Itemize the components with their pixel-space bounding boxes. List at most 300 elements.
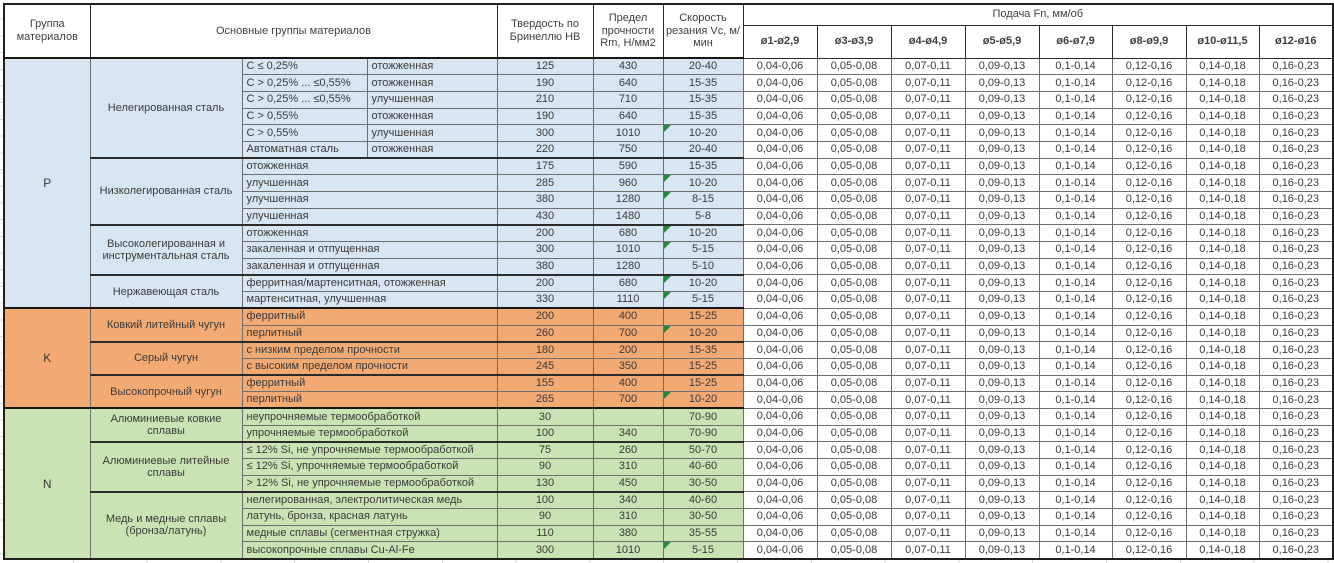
feed-value: 0,1-0,14 bbox=[1039, 58, 1112, 75]
feed-value: 0,16-0,23 bbox=[1259, 358, 1333, 375]
hardness-hb-value: 245 bbox=[497, 358, 593, 375]
material-subtype: Автоматная сталь bbox=[242, 141, 367, 158]
feed-value: 0,14-0,18 bbox=[1186, 58, 1259, 75]
feed-value: 0,12-0,16 bbox=[1112, 192, 1186, 209]
feed-value: 0,14-0,18 bbox=[1186, 392, 1259, 409]
feed-value: 0,07-0,11 bbox=[891, 58, 965, 75]
hardness-hb-value: 300 bbox=[497, 542, 593, 559]
feed-value: 0,14-0,18 bbox=[1186, 125, 1259, 142]
material-condition: высокопрочные сплавы Cu-Al-Fe bbox=[242, 542, 497, 559]
feed-value: 0,12-0,16 bbox=[1112, 342, 1186, 359]
feed-value: 0,09-0,13 bbox=[965, 342, 1039, 359]
feed-value: 0,16-0,23 bbox=[1259, 459, 1333, 476]
feed-value: 0,09-0,13 bbox=[965, 141, 1039, 158]
cutting-speed-vc-value: 15-25 bbox=[663, 308, 743, 325]
feed-value: 0,04-0,06 bbox=[743, 258, 817, 275]
feed-value: 0,09-0,13 bbox=[965, 258, 1039, 275]
feed-value: 0,1-0,14 bbox=[1039, 492, 1112, 509]
table-row bbox=[4, 158, 1333, 175]
feed-value: 0,09-0,13 bbox=[965, 75, 1039, 92]
header-feed-title: Подача Fn, мм/об bbox=[743, 4, 1333, 25]
feed-value: 0,14-0,18 bbox=[1186, 459, 1259, 476]
feed-value: 0,14-0,18 bbox=[1186, 91, 1259, 108]
material-condition: нелегированная, электролитическая медь bbox=[242, 492, 497, 509]
feed-value: 0,05-0,08 bbox=[817, 358, 891, 375]
feed-value: 0,04-0,06 bbox=[743, 358, 817, 375]
feed-value: 0,16-0,23 bbox=[1259, 342, 1333, 359]
cutting-speed-vc-value: 40-60 bbox=[663, 459, 743, 476]
header-feed-diameter-7: ø10-ø11,5 bbox=[1186, 25, 1259, 58]
feed-value: 0,16-0,23 bbox=[1259, 475, 1333, 492]
material-condition: медные сплавы (сегментная стружка) bbox=[242, 525, 497, 542]
feed-value: 0,04-0,06 bbox=[743, 509, 817, 526]
feed-value: 0,12-0,16 bbox=[1112, 475, 1186, 492]
material-condition: с высоким пределом прочности bbox=[242, 358, 497, 375]
feed-value: 0,1-0,14 bbox=[1039, 509, 1112, 526]
material-condition: ферритная/мартенситная, отожженная bbox=[242, 275, 497, 292]
cutting-speed-vc-value: 15-35 bbox=[663, 108, 743, 125]
material-condition: отожженная bbox=[367, 58, 497, 75]
feed-value: 0,14-0,18 bbox=[1186, 225, 1259, 242]
feed-value: 0,07-0,11 bbox=[891, 492, 965, 509]
feed-value: 0,04-0,06 bbox=[743, 475, 817, 492]
feed-value: 0,12-0,16 bbox=[1112, 459, 1186, 476]
material-family-name: Высокопрочный чугун bbox=[90, 375, 242, 408]
feed-value: 0,14-0,18 bbox=[1186, 175, 1259, 192]
strength-rm-value: 350 bbox=[593, 358, 663, 375]
hardness-hb-value: 430 bbox=[497, 208, 593, 225]
feed-value: 0,1-0,14 bbox=[1039, 425, 1112, 442]
feed-value: 0,14-0,18 bbox=[1186, 141, 1259, 158]
material-family-name: Нержавеющая сталь bbox=[90, 275, 242, 308]
feed-value: 0,14-0,18 bbox=[1186, 75, 1259, 92]
feed-value: 0,1-0,14 bbox=[1039, 242, 1112, 259]
feed-value: 0,1-0,14 bbox=[1039, 275, 1112, 292]
material-subtype: C > 0,25% ... ≤0,55% bbox=[242, 75, 367, 92]
feed-value: 0,14-0,18 bbox=[1186, 509, 1259, 526]
feed-value: 0,05-0,08 bbox=[817, 275, 891, 292]
feed-value: 0,05-0,08 bbox=[817, 108, 891, 125]
feed-value: 0,04-0,06 bbox=[743, 108, 817, 125]
feed-value: 0,07-0,11 bbox=[891, 425, 965, 442]
material-condition: отожженная bbox=[242, 158, 497, 175]
feed-value: 0,12-0,16 bbox=[1112, 525, 1186, 542]
hardness-hb-value: 125 bbox=[497, 58, 593, 75]
strength-rm-value: 340 bbox=[593, 492, 663, 509]
feed-value: 0,04-0,06 bbox=[743, 492, 817, 509]
feed-value: 0,14-0,18 bbox=[1186, 258, 1259, 275]
feed-value: 0,07-0,11 bbox=[891, 475, 965, 492]
feed-value: 0,12-0,16 bbox=[1112, 125, 1186, 142]
material-subtype: C > 0,55% bbox=[242, 125, 367, 142]
feed-value: 0,12-0,16 bbox=[1112, 58, 1186, 75]
cutting-speed-vc-value: 10-20 bbox=[663, 175, 743, 192]
feed-value: 0,07-0,11 bbox=[891, 542, 965, 559]
material-family-name: Высоколегированная и инструментальная сталь bbox=[90, 225, 242, 275]
feed-value: 0,16-0,23 bbox=[1259, 308, 1333, 325]
feed-value: 0,1-0,14 bbox=[1039, 208, 1112, 225]
feed-value: 0,04-0,06 bbox=[743, 292, 817, 309]
feed-value: 0,07-0,11 bbox=[891, 158, 965, 175]
feed-value: 0,14-0,18 bbox=[1186, 108, 1259, 125]
cutting-speed-vc-value: 15-25 bbox=[663, 375, 743, 392]
material-condition: латунь, бронза, красная латунь bbox=[242, 509, 497, 526]
feed-value: 0,04-0,06 bbox=[743, 91, 817, 108]
feed-value: 0,07-0,11 bbox=[891, 125, 965, 142]
hardness-hb-value: 110 bbox=[497, 525, 593, 542]
feed-value: 0,14-0,18 bbox=[1186, 342, 1259, 359]
feed-value: 0,1-0,14 bbox=[1039, 91, 1112, 108]
strength-rm-value: 430 bbox=[593, 58, 663, 75]
cutting-speed-vc-value: 35-55 bbox=[663, 525, 743, 542]
feed-value: 0,12-0,16 bbox=[1112, 308, 1186, 325]
feed-value: 0,16-0,23 bbox=[1259, 442, 1333, 459]
feed-value: 0,12-0,16 bbox=[1112, 108, 1186, 125]
cutting-speed-vc-value: 15-35 bbox=[663, 158, 743, 175]
feed-value: 0,05-0,08 bbox=[817, 392, 891, 409]
feed-value: 0,07-0,11 bbox=[891, 375, 965, 392]
feed-value: 0,05-0,08 bbox=[817, 525, 891, 542]
table-row bbox=[4, 225, 1333, 242]
feed-value: 0,05-0,08 bbox=[817, 91, 891, 108]
strength-rm-value: 750 bbox=[593, 141, 663, 158]
strength-rm-value: 1010 bbox=[593, 125, 663, 142]
feed-value: 0,16-0,23 bbox=[1259, 408, 1333, 425]
strength-rm-value: 590 bbox=[593, 158, 663, 175]
feed-value: 0,09-0,13 bbox=[965, 91, 1039, 108]
material-subtype: C > 0,55% bbox=[242, 108, 367, 125]
feed-value: 0,05-0,08 bbox=[817, 75, 891, 92]
material-condition: отожженная bbox=[367, 75, 497, 92]
header-hardness-hb: Твердость по Бринеллю HB bbox=[497, 4, 593, 58]
strength-rm-value: 640 bbox=[593, 75, 663, 92]
cutting-speed-vc-value: 15-35 bbox=[663, 91, 743, 108]
strength-rm-value: 400 bbox=[593, 308, 663, 325]
feed-value: 0,12-0,16 bbox=[1112, 425, 1186, 442]
feed-value: 0,16-0,23 bbox=[1259, 509, 1333, 526]
hardness-hb-value: 180 bbox=[497, 342, 593, 359]
feed-value: 0,16-0,23 bbox=[1259, 292, 1333, 309]
feed-value: 0,05-0,08 bbox=[817, 425, 891, 442]
feed-value: 0,04-0,06 bbox=[743, 225, 817, 242]
feed-value: 0,14-0,18 bbox=[1186, 542, 1259, 559]
note-triangle-icon bbox=[664, 276, 671, 283]
feed-value: 0,07-0,11 bbox=[891, 459, 965, 476]
feed-value: 0,14-0,18 bbox=[1186, 192, 1259, 209]
feed-value: 0,1-0,14 bbox=[1039, 342, 1112, 359]
material-condition: упрочняемые термообработкой bbox=[242, 425, 497, 442]
feed-value: 0,09-0,13 bbox=[965, 308, 1039, 325]
feed-value: 0,07-0,11 bbox=[891, 175, 965, 192]
feed-value: 0,07-0,11 bbox=[891, 358, 965, 375]
cutting-speed-vc-value: 5-8 bbox=[663, 208, 743, 225]
feed-value: 0,14-0,18 bbox=[1186, 525, 1259, 542]
feed-value: 0,1-0,14 bbox=[1039, 308, 1112, 325]
hardness-hb-value: 90 bbox=[497, 509, 593, 526]
feed-value: 0,16-0,23 bbox=[1259, 525, 1333, 542]
feed-value: 0,07-0,11 bbox=[891, 392, 965, 409]
material-condition: отожженная bbox=[242, 225, 497, 242]
feed-value: 0,1-0,14 bbox=[1039, 542, 1112, 559]
feed-value: 0,04-0,06 bbox=[743, 392, 817, 409]
hardness-hb-value: 75 bbox=[497, 442, 593, 459]
feed-value: 0,12-0,16 bbox=[1112, 225, 1186, 242]
feed-value: 0,05-0,08 bbox=[817, 542, 891, 559]
feed-value: 0,16-0,23 bbox=[1259, 75, 1333, 92]
feed-value: 0,12-0,16 bbox=[1112, 258, 1186, 275]
cutting-speed-vc-value: 8-15 bbox=[663, 192, 743, 209]
cutting-speed-vc-value: 10-20 bbox=[663, 325, 743, 342]
feed-value: 0,12-0,16 bbox=[1112, 292, 1186, 309]
cutting-speed-vc-value: 10-20 bbox=[663, 275, 743, 292]
feed-value: 0,04-0,06 bbox=[743, 275, 817, 292]
table-row bbox=[4, 492, 1333, 509]
material-group-code: N bbox=[4, 408, 90, 558]
feed-value: 0,07-0,11 bbox=[891, 525, 965, 542]
hardness-hb-value: 380 bbox=[497, 258, 593, 275]
feed-value: 0,09-0,13 bbox=[965, 292, 1039, 309]
feed-value: 0,05-0,08 bbox=[817, 475, 891, 492]
feed-value: 0,05-0,08 bbox=[817, 225, 891, 242]
feed-value: 0,1-0,14 bbox=[1039, 442, 1112, 459]
feed-value: 0,12-0,16 bbox=[1112, 275, 1186, 292]
feed-value: 0,1-0,14 bbox=[1039, 408, 1112, 425]
feed-value: 0,09-0,13 bbox=[965, 325, 1039, 342]
feed-value: 0,16-0,23 bbox=[1259, 275, 1333, 292]
material-condition: улучшенная bbox=[367, 91, 497, 108]
hardness-hb-value: 30 bbox=[497, 408, 593, 425]
feed-value: 0,16-0,23 bbox=[1259, 425, 1333, 442]
material-condition: с низким пределом прочности bbox=[242, 342, 497, 359]
feed-value: 0,14-0,18 bbox=[1186, 475, 1259, 492]
material-condition: ≤ 12% Si, упрочняемые термообработкой bbox=[242, 459, 497, 476]
material-subtype: C ≤ 0,25% bbox=[242, 58, 367, 75]
feed-value: 0,14-0,18 bbox=[1186, 242, 1259, 259]
feed-value: 0,09-0,13 bbox=[965, 242, 1039, 259]
feed-value: 0,04-0,06 bbox=[743, 459, 817, 476]
material-group-code: K bbox=[4, 308, 90, 408]
strength-rm-value: 700 bbox=[593, 325, 663, 342]
cutting-speed-vc-value: 5-15 bbox=[663, 292, 743, 309]
feed-value: 0,07-0,11 bbox=[891, 308, 965, 325]
header-feed-diameter-5: ø6-ø7,9 bbox=[1039, 25, 1112, 58]
cutting-speed-vc-value: 10-20 bbox=[663, 225, 743, 242]
feed-value: 0,16-0,23 bbox=[1259, 542, 1333, 559]
feed-value: 0,05-0,08 bbox=[817, 242, 891, 259]
feed-value: 0,04-0,06 bbox=[743, 141, 817, 158]
feed-value: 0,04-0,06 bbox=[743, 375, 817, 392]
feed-value: 0,07-0,11 bbox=[891, 208, 965, 225]
feed-value: 0,05-0,08 bbox=[817, 308, 891, 325]
feed-value: 0,12-0,16 bbox=[1112, 141, 1186, 158]
table-row bbox=[4, 442, 1333, 459]
feed-value: 0,1-0,14 bbox=[1039, 475, 1112, 492]
material-condition: > 12% Si, не упрочняемые термообработкой bbox=[242, 475, 497, 492]
feed-value: 0,14-0,18 bbox=[1186, 308, 1259, 325]
feed-value: 0,14-0,18 bbox=[1186, 158, 1259, 175]
hardness-hb-value: 100 bbox=[497, 492, 593, 509]
cutting-speed-vc-value: 70-90 bbox=[663, 408, 743, 425]
feed-value: 0,16-0,23 bbox=[1259, 141, 1333, 158]
feed-value: 0,09-0,13 bbox=[965, 525, 1039, 542]
hardness-hb-value: 190 bbox=[497, 108, 593, 125]
feed-value: 0,07-0,11 bbox=[891, 292, 965, 309]
feed-value: 0,05-0,08 bbox=[817, 375, 891, 392]
feed-value: 0,16-0,23 bbox=[1259, 108, 1333, 125]
feed-value: 0,05-0,08 bbox=[817, 141, 891, 158]
note-triangle-icon bbox=[664, 242, 671, 249]
feed-value: 0,07-0,11 bbox=[891, 242, 965, 259]
feed-value: 0,09-0,13 bbox=[965, 125, 1039, 142]
strength-rm-value: 200 bbox=[593, 342, 663, 359]
feed-value: 0,12-0,16 bbox=[1112, 375, 1186, 392]
feed-value: 0,14-0,18 bbox=[1186, 408, 1259, 425]
table-body bbox=[4, 58, 1333, 559]
material-condition: улучшенная bbox=[242, 175, 497, 192]
material-family-name: Нелегированная сталь bbox=[90, 58, 242, 158]
feed-value: 0,1-0,14 bbox=[1039, 158, 1112, 175]
note-triangle-icon bbox=[664, 392, 671, 399]
feed-value: 0,14-0,18 bbox=[1186, 492, 1259, 509]
feed-value: 0,04-0,06 bbox=[743, 58, 817, 75]
cutting-speed-vc-value: 20-40 bbox=[663, 141, 743, 158]
feed-value: 0,05-0,08 bbox=[817, 459, 891, 476]
feed-value: 0,16-0,23 bbox=[1259, 192, 1333, 209]
feed-value: 0,12-0,16 bbox=[1112, 208, 1186, 225]
feed-value: 0,04-0,06 bbox=[743, 75, 817, 92]
feed-value: 0,07-0,11 bbox=[891, 91, 965, 108]
cutting-speed-vc-value: 20-40 bbox=[663, 58, 743, 75]
feed-value: 0,09-0,13 bbox=[965, 175, 1039, 192]
header-feed-diameter-3: ø4-ø4,9 bbox=[891, 25, 965, 58]
feed-value: 0,05-0,08 bbox=[817, 442, 891, 459]
hardness-hb-value: 130 bbox=[497, 475, 593, 492]
feed-value: 0,1-0,14 bbox=[1039, 75, 1112, 92]
hardness-hb-value: 210 bbox=[497, 91, 593, 108]
feed-value: 0,05-0,08 bbox=[817, 158, 891, 175]
feed-value: 0,1-0,14 bbox=[1039, 525, 1112, 542]
feed-value: 0,09-0,13 bbox=[965, 408, 1039, 425]
feed-value: 0,14-0,18 bbox=[1186, 358, 1259, 375]
cutting-speed-vc-value: 15-25 bbox=[663, 358, 743, 375]
note-triangle-icon bbox=[664, 326, 671, 333]
cutting-speed-vc-value: 70-90 bbox=[663, 425, 743, 442]
note-triangle-icon bbox=[664, 292, 671, 299]
hardness-hb-value: 380 bbox=[497, 192, 593, 209]
feed-value: 0,16-0,23 bbox=[1259, 208, 1333, 225]
feed-value: 0,1-0,14 bbox=[1039, 225, 1112, 242]
material-condition: закаленная и отпущенная bbox=[242, 242, 497, 259]
hardness-hb-value: 300 bbox=[497, 242, 593, 259]
note-triangle-icon bbox=[664, 542, 671, 549]
feed-value: 0,12-0,16 bbox=[1112, 442, 1186, 459]
hardness-hb-value: 100 bbox=[497, 425, 593, 442]
feed-value: 0,16-0,23 bbox=[1259, 492, 1333, 509]
table-row bbox=[4, 375, 1333, 392]
feed-value: 0,14-0,18 bbox=[1186, 275, 1259, 292]
hardness-hb-value: 155 bbox=[497, 375, 593, 392]
feed-value: 0,12-0,16 bbox=[1112, 408, 1186, 425]
strength-rm-value: 310 bbox=[593, 509, 663, 526]
feed-value: 0,07-0,11 bbox=[891, 408, 965, 425]
strength-rm-value: 680 bbox=[593, 275, 663, 292]
feed-value: 0,1-0,14 bbox=[1039, 175, 1112, 192]
feed-value: 0,05-0,08 bbox=[817, 292, 891, 309]
cutting-speed-vc-value: 5-15 bbox=[663, 242, 743, 259]
hardness-hb-value: 330 bbox=[497, 292, 593, 309]
feed-value: 0,16-0,23 bbox=[1259, 158, 1333, 175]
cutting-speed-vc-value: 10-20 bbox=[663, 392, 743, 409]
feed-value: 0,12-0,16 bbox=[1112, 75, 1186, 92]
feed-value: 0,04-0,06 bbox=[743, 125, 817, 142]
feed-value: 0,05-0,08 bbox=[817, 325, 891, 342]
feed-value: 0,12-0,16 bbox=[1112, 325, 1186, 342]
feed-value: 0,14-0,18 bbox=[1186, 208, 1259, 225]
feed-value: 0,05-0,08 bbox=[817, 208, 891, 225]
material-family-name: Медь и медные сплавы (бронза/латунь) bbox=[90, 492, 242, 559]
feed-value: 0,1-0,14 bbox=[1039, 141, 1112, 158]
material-condition: перлитный bbox=[242, 392, 497, 409]
feed-value: 0,05-0,08 bbox=[817, 175, 891, 192]
feed-value: 0,04-0,06 bbox=[743, 325, 817, 342]
material-condition: улучшенная bbox=[367, 125, 497, 142]
feed-value: 0,1-0,14 bbox=[1039, 358, 1112, 375]
cutting-speed-vc-value: 15-35 bbox=[663, 75, 743, 92]
material-subtype: C > 0,25% ... ≤0,55% bbox=[242, 91, 367, 108]
header-row-top bbox=[4, 4, 1333, 25]
material-condition: перлитный bbox=[242, 325, 497, 342]
hardness-hb-value: 300 bbox=[497, 125, 593, 142]
feed-value: 0,05-0,08 bbox=[817, 408, 891, 425]
strength-rm-value: 710 bbox=[593, 91, 663, 108]
header-cutting-speed-vc: Скорость резания Vc, м/мин bbox=[663, 4, 743, 58]
feed-value: 0,09-0,13 bbox=[965, 392, 1039, 409]
material-condition: закаленная и отпущенная bbox=[242, 258, 497, 275]
feed-value: 0,1-0,14 bbox=[1039, 108, 1112, 125]
note-triangle-icon bbox=[664, 192, 671, 199]
cutting-speed-vc-value: 5-10 bbox=[663, 258, 743, 275]
header-main-groups: Основные группы материалов bbox=[90, 4, 497, 58]
feed-value: 0,12-0,16 bbox=[1112, 158, 1186, 175]
feed-value: 0,09-0,13 bbox=[965, 58, 1039, 75]
feed-value: 0,16-0,23 bbox=[1259, 392, 1333, 409]
feed-value: 0,09-0,13 bbox=[965, 442, 1039, 459]
feed-value: 0,04-0,06 bbox=[743, 175, 817, 192]
feed-value: 0,05-0,08 bbox=[817, 125, 891, 142]
feed-value: 0,09-0,13 bbox=[965, 475, 1039, 492]
feed-value: 0,07-0,11 bbox=[891, 275, 965, 292]
feed-value: 0,16-0,23 bbox=[1259, 58, 1333, 75]
feed-value: 0,07-0,11 bbox=[891, 342, 965, 359]
feed-value: 0,07-0,11 bbox=[891, 141, 965, 158]
feed-value: 0,1-0,14 bbox=[1039, 459, 1112, 476]
feed-value: 0,09-0,13 bbox=[965, 358, 1039, 375]
feed-value: 0,1-0,14 bbox=[1039, 325, 1112, 342]
material-condition: ≤ 12% Si, не упрочняемые термообработкой bbox=[242, 442, 497, 459]
feed-value: 0,1-0,14 bbox=[1039, 375, 1112, 392]
feed-value: 0,04-0,06 bbox=[743, 308, 817, 325]
feed-value: 0,1-0,14 bbox=[1039, 292, 1112, 309]
note-triangle-icon bbox=[664, 175, 671, 182]
header-feed-diameter-2: ø3-ø3,9 bbox=[817, 25, 891, 58]
machining-data-table bbox=[3, 3, 1334, 560]
feed-value: 0,1-0,14 bbox=[1039, 192, 1112, 209]
cutting-speed-vc-value: 50-70 bbox=[663, 442, 743, 459]
feed-value: 0,09-0,13 bbox=[965, 108, 1039, 125]
feed-value: 0,04-0,06 bbox=[743, 408, 817, 425]
feed-value: 0,04-0,06 bbox=[743, 208, 817, 225]
table-row bbox=[4, 308, 1333, 325]
